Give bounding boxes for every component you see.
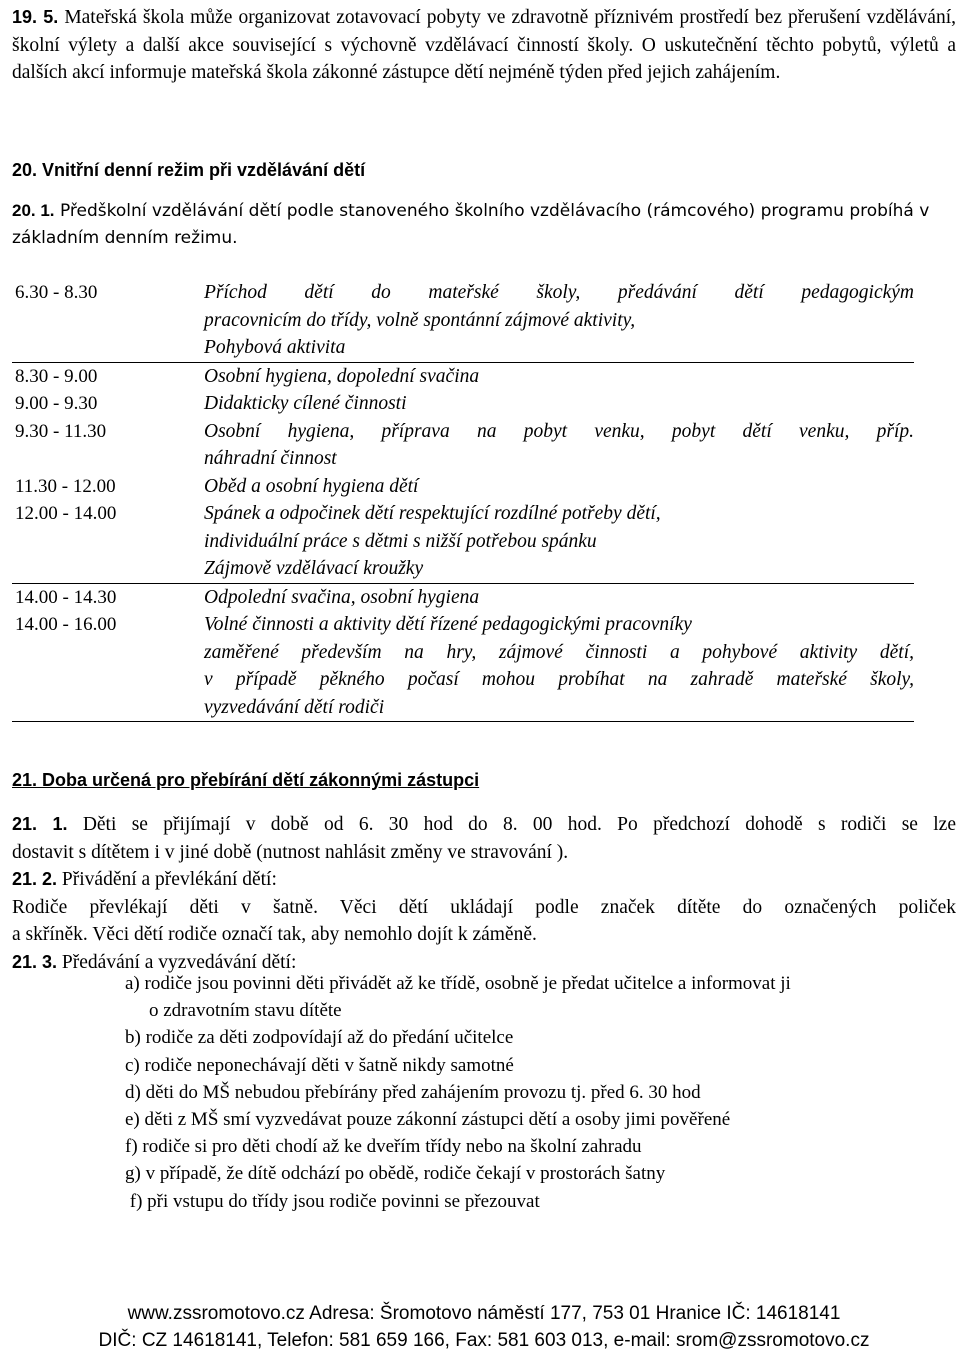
- schedule-time: 12.00 - 14.00: [12, 500, 204, 583]
- paragraph-20-1: [12, 198, 956, 251]
- section-20-heading: 20. Vnitřní denní režim při vzdělávání dětí: [12, 160, 366, 180]
- schedule-activity: [204, 611, 914, 722]
- paragraph-number: 20. 1.: [12, 201, 55, 220]
- schedule-time: 9.00 - 9.30: [15, 393, 98, 414]
- footer-line: DIČ: CZ 14618141, Telefon: 581 659 166, Fax: 581 603 013, e-mail: srom@zssromotovo.cz: [98, 1330, 870, 1351]
- paragraph-21-2-line: Rodiče převlékají děti v šatně. Věci dětí ukládají podle značek dítěte do označených poliček: [12, 896, 956, 918]
- paragraph-text: Mateřská škola může organizovat zotavovací pobyty ve zdravotně příznivém prostředí bez přerušení vzdělávání, školní výlety a další akce související s výchovně vzdělávací činností školy. O uskutečnění těchto pobytů, výletů a dalších akcí informuje mateřská škola zákonné zástupce dětí nejméně týden před jejich zahájením.: [12, 7, 957, 83]
- paragraph-21-1-line: dostavit s dítětem i v jiné době (nutnost nahlásit změny ve stravování ).: [12, 841, 569, 863]
- activity-line: vyzvedávání dětí rodiči: [204, 696, 385, 718]
- activity-line: Volné činnosti a aktivity dětí řízené pedagogickými pracovníky: [204, 614, 692, 635]
- schedule-activity: [204, 390, 914, 418]
- paragraph-number: 21. 1.: [12, 814, 68, 834]
- schedule-row: [12, 583, 914, 611]
- activity-line: Odpolední svačina, osobní hygiena: [204, 586, 480, 608]
- schedule-time: 14.00 - 16.00: [12, 611, 204, 722]
- section-21-body: [12, 811, 956, 976]
- schedule-time: 9.30 - 11.30: [15, 420, 107, 442]
- footer-line: www.zssromotovo.cz Adresa: Šromotovo náměstí 177, 753 01 Hranice IČ: 14618141: [127, 1303, 841, 1324]
- schedule-time: 8.30 - 9.00: [15, 365, 98, 387]
- schedule-row: [12, 390, 914, 418]
- paragraph-number: 21. 2.: [12, 869, 58, 889]
- list-item: g) v případě, že dítě odchází po obědě, rodiče čekají v prostorách šatny: [125, 1163, 666, 1185]
- schedule-time: 14.00 - 14.30: [15, 586, 117, 608]
- schedule-row: [12, 362, 914, 390]
- schedule-activity: [204, 279, 914, 362]
- schedule-row: [12, 279, 914, 362]
- list-item: a) rodiče jsou povinni děti přivádět až ke třídě, osobně je předat učitelce a informovat ji: [125, 973, 791, 994]
- paragraph-19-5: [12, 4, 956, 87]
- activity-line: Příchod dětí do mateřské školy, předávání dětí pedagogickým: [204, 282, 914, 303]
- paragraph-title: Přivádění a převlékání dětí:: [61, 869, 277, 890]
- schedule-activity: [204, 500, 914, 583]
- paragraph-text: Předškolní vzdělávání dětí podle stanoveného školního vzdělávacího (rámcového) programu probíhá v základním denním režimu.: [12, 201, 930, 248]
- activity-line: náhradní činnost: [204, 448, 337, 469]
- page-footer: [12, 1300, 956, 1354]
- list-item: e) děti z MŠ smí vyzvedávat pouze zákonní zástupci dětí a osoby jimi pověřené: [125, 1109, 731, 1131]
- paragraph-number: 21. 3.: [12, 951, 58, 972]
- activity-line: individuální práce s dětmi s nižší potřebou spánku: [204, 530, 597, 552]
- schedule-activity: [204, 473, 914, 501]
- handover-rules-list: [125, 970, 955, 1215]
- activity-line: Osobní hygiena, příprava na pobyt venku, pobyt dětí venku, příp.: [204, 420, 914, 442]
- activity-line: Oběd a osobní hygiena dětí: [204, 475, 419, 497]
- schedule-activity: [204, 362, 914, 390]
- paragraph-21-2-title: [12, 866, 956, 894]
- activity-line: v případě pěkného počasí mohou probíhat na zahradě mateřské školy,: [204, 669, 914, 690]
- section-21-heading: 21. Doba určená pro přebírání dětí zákonnými zástupci: [12, 770, 480, 790]
- activity-line: Spánek a odpočinek dětí respektující rozdílné potřeby dětí,: [204, 503, 661, 524]
- schedule-row: [12, 418, 914, 473]
- schedule-activity: [204, 583, 914, 611]
- paragraph-title: Předávání a vyzvedávání dětí:: [61, 951, 297, 973]
- list-item-continuation: o zdravotním stavu dítěte: [149, 1000, 342, 1022]
- list-item: f) rodiče si pro děti chodí až ke dveřím třídy nebo na školní zahradu: [125, 1136, 642, 1158]
- paragraph-text: Děti se přijímají v době od 6. 30 hod do 8. 00 hod. Po předchozí dohodě s rodiči se lze: [82, 814, 956, 835]
- activity-line: Osobní hygiena, dopolední svačina: [204, 365, 480, 387]
- paragraph-21-2-line: a skříněk. Věci dětí rodiče označí tak, aby nemohlo dojít k záměně.: [12, 924, 537, 945]
- schedule-time: 11.30 - 12.00: [15, 475, 116, 497]
- activity-line: Didakticky cílené činnosti: [204, 393, 407, 414]
- list-item: d) děti do MŠ nebudou přebírány před zahájením provozu tj. před 6. 30 hod: [125, 1081, 701, 1103]
- paragraph-21-1-line: [12, 811, 956, 839]
- activity-line: Zájmově vzdělávací kroužky: [204, 558, 424, 579]
- list-item: b) rodiče za děti zodpovídají až do předání učitelce: [125, 1027, 514, 1049]
- schedule-row: [12, 500, 914, 583]
- list-item: c) rodiče neponechávají děti v šatně nikdy samotné: [125, 1054, 514, 1076]
- schedule-row: [12, 473, 914, 501]
- daily-schedule-table: [12, 279, 914, 722]
- schedule-time: 6.30 - 8.30: [12, 279, 204, 362]
- activity-line: Pohybová aktivita: [204, 337, 346, 358]
- list-item: f) při vstupu do třídy jsou rodiče povinni se přezouvat: [125, 1190, 540, 1212]
- schedule-activity: [204, 418, 914, 473]
- activity-line: pracovnicím do třídy, volně spontánní zájmové aktivity,: [204, 309, 636, 331]
- activity-line: zaměřené především na hry, zájmové činnosti a pohybové aktivity dětí,: [204, 641, 914, 663]
- schedule-row: [12, 611, 914, 722]
- paragraph-number: 19. 5.: [12, 7, 59, 27]
